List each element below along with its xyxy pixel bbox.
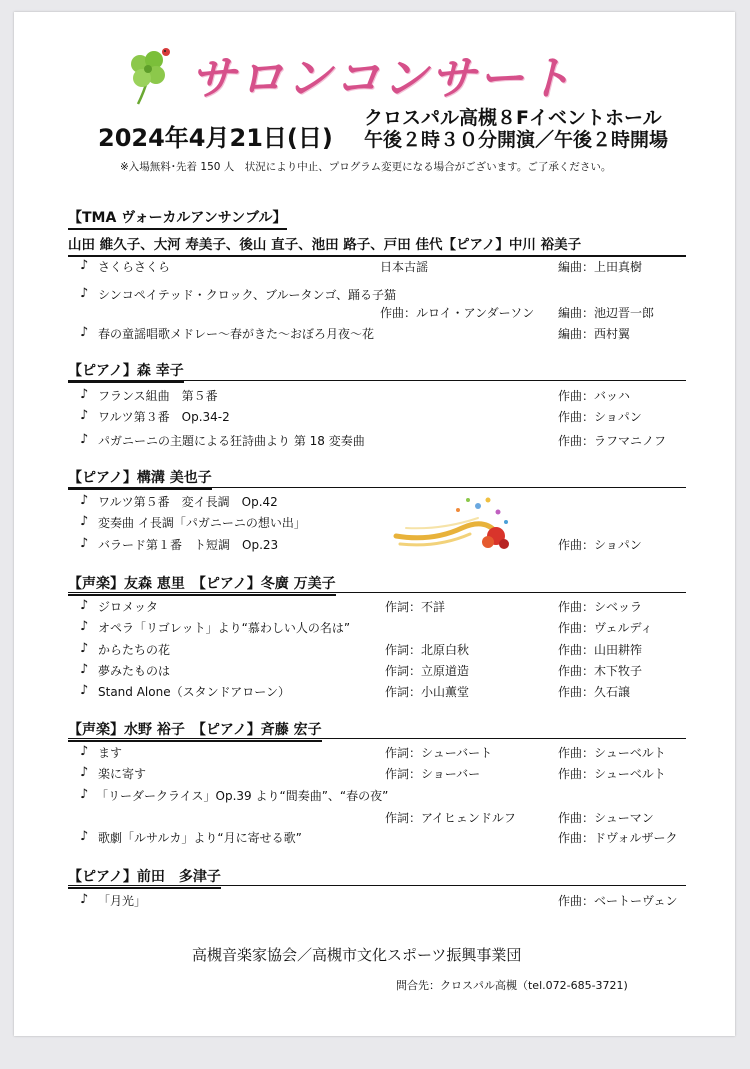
divider xyxy=(68,885,686,886)
piece-credit: 作曲：シューベルト xyxy=(558,767,666,781)
music-note-icon: ♪ xyxy=(80,387,89,402)
piece-title: 歌劇「ルサルカ」より“月に寄せる歌” xyxy=(98,831,302,845)
piece-lyricist: 作詞：ショーバー xyxy=(385,767,481,781)
music-note-icon: ♪ xyxy=(80,598,89,613)
music-note-icon: ♪ xyxy=(80,765,89,780)
piece-title: さくらさくら xyxy=(98,260,171,274)
piece-credit: 作曲：ラフマニノフ xyxy=(558,434,667,448)
concert-title: サロンコンサート xyxy=(190,51,574,105)
piece-title: 夢みたものは xyxy=(98,664,171,678)
piece-lyricist: 作詞：シューバート xyxy=(385,746,493,760)
piece-credit: 編曲：上田真樹 xyxy=(558,260,643,274)
piece-title: からたちの花 xyxy=(98,643,171,657)
piece-title: 変奏曲 イ長調「パガニーニの想い出」 xyxy=(98,516,306,530)
piece-credit: 作曲：シベッラ xyxy=(558,600,643,614)
piece-credit: 作曲：シューマン xyxy=(558,811,654,825)
piece-title: ワルツ第５番 変イ長調 Op.42 xyxy=(98,495,278,509)
piece-title: Stand Alone（スタンドアローン） xyxy=(98,685,290,699)
music-note-icon: ♪ xyxy=(80,662,89,677)
divider xyxy=(68,487,686,488)
piece-lyricist: 作詞：立原道造 xyxy=(385,664,470,678)
music-note-icon: ♪ xyxy=(80,493,89,508)
piece-credit: 編曲：西村翼 xyxy=(558,327,631,341)
section-heading: 【ピアノ】森 幸子 xyxy=(68,360,184,383)
piece-title: ワルツ第３番 Op.34-2 xyxy=(98,410,230,424)
music-note-icon: ♪ xyxy=(80,286,89,301)
piece-title: パガニーニの主題による狂詩曲より 第 18 変奏曲 xyxy=(98,434,365,448)
music-note-icon: ♪ xyxy=(80,744,89,759)
piece-credit: 作曲：ヴェルディ xyxy=(558,621,653,635)
section-heading: 【声楽】友森 恵里 【ピアノ】冬廣 万美子 xyxy=(68,573,336,596)
piece-credit: 作曲：ドヴォルザーク xyxy=(558,831,678,845)
organizers: 高槻音楽家協会／高槻市文化スポーツ振興事業団 xyxy=(192,946,522,964)
piece-composer: 作曲：ルロイ・アンダーソン xyxy=(380,306,535,320)
piece-credit: 作曲：ベートーヴェン xyxy=(558,894,678,908)
music-note-icon: ♪ xyxy=(80,829,89,844)
piece-credit: 作曲：久石譲 xyxy=(558,685,631,699)
piece-title: 「リーダークライス」Op.39 より“間奏曲”、“春の夜” xyxy=(96,789,389,803)
confetti-swirl-icon xyxy=(392,492,516,558)
music-note-icon: ♪ xyxy=(80,683,89,698)
piece-credit: 作曲：ショパン xyxy=(558,410,642,424)
section-heading: 【ピアノ】構溝 美也子 xyxy=(68,467,212,490)
piece-credit: 作曲：シューベルト xyxy=(558,746,666,760)
section-heading: 【TMA ヴォーカルアンサンブル】 xyxy=(68,207,287,230)
venue-block xyxy=(364,107,668,151)
piece-title: 春の童謡唱歌メドレー～春がきた～おぼろ月夜～花 xyxy=(98,327,375,341)
venue-name: クロスパル高槻８Fイベントホール xyxy=(364,107,662,129)
piece-origin: 日本古謡 xyxy=(380,260,429,274)
divider xyxy=(68,738,686,739)
piece-title: 楽に寄す xyxy=(98,767,147,781)
piece-lyricist: 作詞：不詳 xyxy=(385,600,446,614)
clover-icon xyxy=(118,44,180,106)
music-note-icon: ♪ xyxy=(80,514,89,529)
piece-credit: 作曲：木下牧子 xyxy=(558,664,643,678)
concert-time: 午後２時３０分開演／午後２時開場 xyxy=(364,129,669,151)
piece-lyricist: 作詞：アイヒェンドルフ xyxy=(385,811,516,825)
music-note-icon: ♪ xyxy=(80,892,89,907)
piece-credit: 編曲：池辺晋一郎 xyxy=(558,306,655,320)
piece-lyricist: 作詞：小山薫堂 xyxy=(385,685,470,699)
piece-title: オペラ「リゴレット」より“慕わしい人の名は” xyxy=(98,621,351,635)
piece-title: フランス組曲 第５番 xyxy=(98,389,218,403)
piece-title: ます xyxy=(98,746,123,760)
piece-lyricist: 作詞：北原白秋 xyxy=(385,643,470,657)
section-heading: 【声楽】水野 裕子 【ピアノ】斉藤 宏子 xyxy=(68,719,322,742)
music-note-icon: ♪ xyxy=(80,432,89,447)
piece-title: バラード第１番 ト短調 Op.23 xyxy=(98,538,279,552)
music-note-icon: ♪ xyxy=(80,408,89,423)
piece-title: 「月光」 xyxy=(98,894,147,908)
contact-info: 問合先：クロスパル高槻（tel.072-685-3721) xyxy=(396,979,628,992)
music-note-icon: ♪ xyxy=(80,787,89,802)
music-note-icon: ♪ xyxy=(80,258,89,273)
piece-credit: 作曲：ショパン xyxy=(558,538,642,552)
section-heading: 【ピアノ】前田 多津子 xyxy=(68,866,221,889)
piece-credit: 作曲：山田耕筰 xyxy=(558,643,643,657)
music-note-icon: ♪ xyxy=(80,536,89,551)
music-note-icon: ♪ xyxy=(80,619,89,634)
admission-notice: ※入場無料･先着 150 人 状況により中止、プログラム変更になる場合がございます。ご了承ください。 xyxy=(120,161,612,173)
divider xyxy=(68,592,686,593)
performer-list: 山田 維久子、大河 寿美子、後山 直子、池田 路子、戸田 佳代【ピアノ】中川 裕美子 xyxy=(68,233,686,257)
music-note-icon: ♪ xyxy=(80,641,89,656)
piece-title: ジロメッタ xyxy=(98,600,159,614)
divider xyxy=(68,380,686,381)
music-note-icon: ♪ xyxy=(80,325,89,340)
piece-credit: 作曲：バッハ xyxy=(558,389,631,403)
piece-title: シンコペイテッド・クロック、ブルータンゴ、踊る子猫 xyxy=(98,288,397,302)
concert-date: 2024年4月21日(日) xyxy=(98,124,333,152)
